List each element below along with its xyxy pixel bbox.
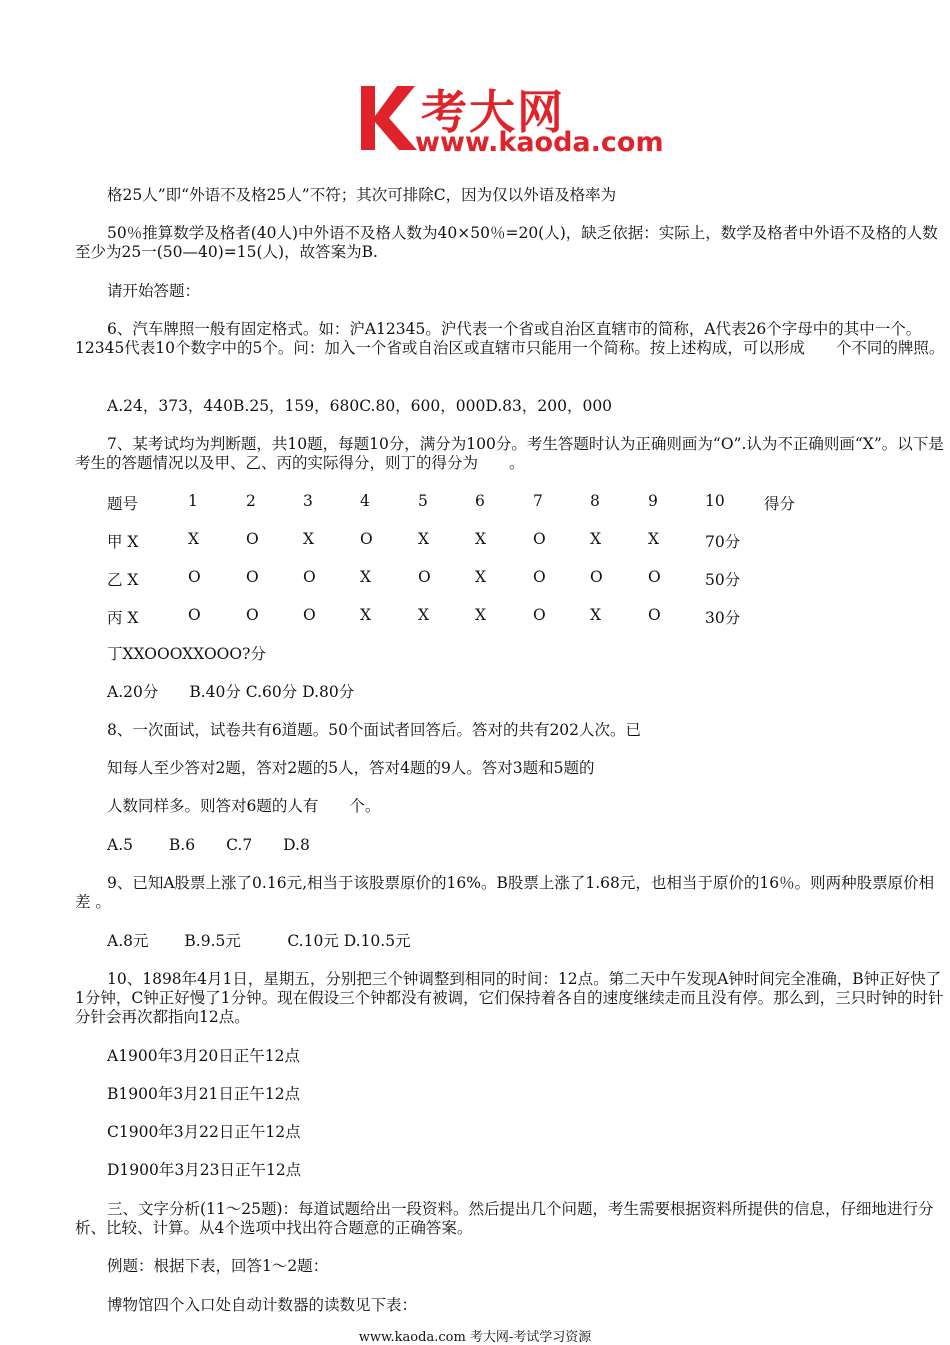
table-header-row xyxy=(0,492,950,512)
table-cell: O xyxy=(648,568,661,586)
table-header-cell: 2 xyxy=(246,492,256,510)
question-10: 10、1898年4月1日，星期五，分别把三个钟调整到相同的时间：12点。第二天中午发现A钟时间完全准确，B钟正好快了1分钟，C钟正好慢了1分钟。现在假设三个钟都没有被调，它们保持着各自的速度继续走而且没有停。那么到，三只时钟的时针分针会再次都指向12点。 xyxy=(75,970,944,1026)
question-8-line-3: 人数同样多。则答对6题的人有 个。 xyxy=(107,797,381,815)
table-cell: X xyxy=(475,568,487,586)
table-cell: X xyxy=(360,568,372,586)
table-header-cell: 8 xyxy=(590,492,600,510)
table-cell: 70分 xyxy=(705,533,741,551)
table-row xyxy=(0,530,950,550)
section-3-intro: 三、文字分析(11～25题)：每道试题给出一段资料。然后提出几个问题，考生需要根据资料所提供的信息，仔细地进行分析、比较、计算。从4个选项中找出符合题意的正确答案。 xyxy=(75,1200,934,1237)
question-8-line-2: 知每人至少答对2题，答对2题的5人，答对4题的9人。答对3题和5题的 xyxy=(107,759,595,777)
table-cell: X xyxy=(303,530,315,548)
table-cell: O xyxy=(246,606,259,624)
table-cell: O xyxy=(246,530,259,548)
table-cell: 50分 xyxy=(705,571,741,589)
question-10-option-a: A1900年3月20日正午12点 xyxy=(107,1047,300,1065)
paragraph-1: 格25人”即“外语不及格25人”不符；其次可排除C，因为仅以外语及格率为 xyxy=(107,186,617,204)
table-header-cell: 3 xyxy=(303,492,313,510)
kaoda-logo xyxy=(357,80,677,160)
table-header-cell: 5 xyxy=(418,492,428,510)
table-cell: X xyxy=(360,606,372,624)
table-cell: O xyxy=(188,568,201,586)
table-cell: 30分 xyxy=(705,609,741,627)
question-8-line-1: 8、一次面试，试卷共有6道题。50个面试者回答后。答对的共有202人次。已 xyxy=(107,721,642,739)
table-cell: X xyxy=(418,530,430,548)
table-header-cell: 10 xyxy=(705,492,725,510)
table-cell: X xyxy=(418,606,430,624)
table-cell: O xyxy=(533,530,546,548)
question-6-options: A.24，373，440B.25，159，680C.80，600，000D.83，200，000 xyxy=(107,397,613,415)
table-cell: 丙 X xyxy=(107,609,139,627)
table-cell: O xyxy=(303,568,316,586)
question-9: 9、已知A股票上涨了0.16元,相当于该股票原价的16%。B股票上涨了1.68元，也相当于原价的16％。则两种股票原价相差 。 xyxy=(75,874,935,911)
question-10-option-d: D1900年3月23日正午12点 xyxy=(107,1161,302,1179)
example-intro: 例题：根据下表，回答1～2题： xyxy=(107,1257,329,1275)
question-7-ding-row: 丁XXOOOXXOOO?分 xyxy=(107,645,266,663)
table-cell: X xyxy=(475,606,487,624)
table-cell: O xyxy=(360,530,373,548)
question-9-options: A.8元 B.9.5元 C.10元 D.10.5元 xyxy=(107,932,411,950)
table-cell: X xyxy=(188,530,200,548)
table-header-cell: 9 xyxy=(648,492,658,510)
table-cell: 甲 X xyxy=(107,533,139,551)
table-cell: O xyxy=(533,568,546,586)
page-footer: www.kaoda.com 考大网-考试学习资源 xyxy=(358,1330,592,1345)
paragraph-2: 50％推算数学及格者(40人)中外语不及格人数为40×50％=20(人)，缺乏依据：实际上，数学及格者中外语不及格的人数至少为25一(50—40)=15(人)，故答案为B. xyxy=(75,224,938,261)
table-header-cell: 7 xyxy=(533,492,543,510)
question-8-options: A.5 B.6 C.7 D.8 xyxy=(107,836,310,854)
table-cell: 乙 X xyxy=(107,571,139,589)
table-header-cell: 6 xyxy=(475,492,485,510)
logo-chinese-text: 考大网 xyxy=(421,85,565,139)
k-logo-icon xyxy=(357,80,421,152)
table-cell: O xyxy=(188,606,201,624)
museum-intro: 博物馆四个入口处自动计数器的读数见下表： xyxy=(107,1296,418,1314)
logo-url-text: www.kaoda.com xyxy=(415,127,664,158)
table-row xyxy=(0,606,950,626)
table-cell: O xyxy=(418,568,431,586)
table-header-cell: 4 xyxy=(360,492,370,510)
question-10-option-b: B1900年3月21日正午12点 xyxy=(107,1085,301,1103)
table-cell: O xyxy=(533,606,546,624)
table-header-cell: 1 xyxy=(188,492,198,510)
question-6: 6、汽车牌照一般有固定格式。如：沪A12345。沪代表一个省或自治区直辖市的简称，A代表26个字母中的其中一个。12345代表10个数字中的5个。问：加入一个省或自治区或直辖市只能用一个简称。按上述构成，可以形成 个不同的牌照。 xyxy=(75,320,945,357)
table-cell: O xyxy=(590,568,603,586)
table-cell: O xyxy=(246,568,259,586)
table-row xyxy=(0,568,950,588)
table-cell: O xyxy=(303,606,316,624)
question-10-option-c: C1900年3月22日正午12点 xyxy=(107,1123,301,1141)
table-cell: X xyxy=(648,530,660,548)
question-7-options: A.20分 B.40分 C.60分 D.80分 xyxy=(107,683,355,701)
table-header-cell: 题号 xyxy=(107,495,139,513)
table-cell: O xyxy=(648,606,661,624)
table-cell: X xyxy=(590,606,602,624)
table-cell: X xyxy=(475,530,487,548)
paragraph-3: 请开始答题： xyxy=(107,282,201,300)
table-cell: X xyxy=(590,530,602,548)
table-header-cell: 得分 xyxy=(764,495,796,513)
question-7: 7、某考试均为判断题，共10题，每题10分，满分为100分。考生答题时认为正确则画为“O”.认为不正确则画“X”。以下是考生的答题情况以及甲、乙、丙的实际得分，则丁的得分为 。 xyxy=(75,435,944,472)
